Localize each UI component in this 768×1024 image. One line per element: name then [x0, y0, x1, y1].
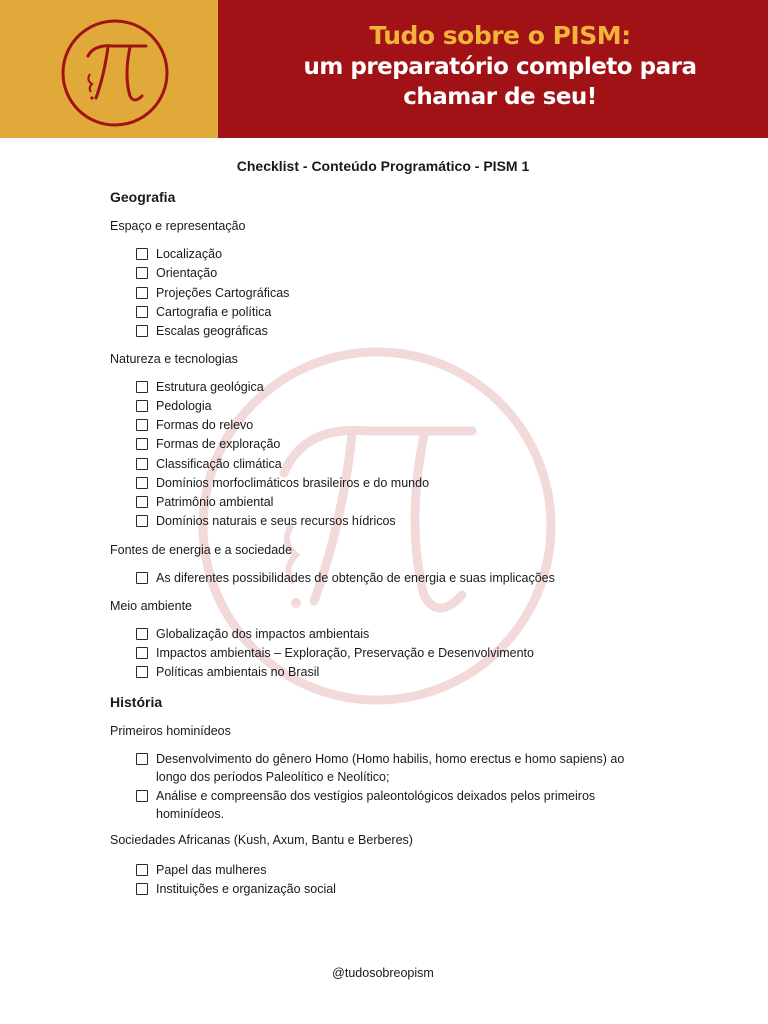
section-title-historia: História — [110, 694, 163, 710]
checkbox[interactable] — [136, 477, 148, 489]
checklist-item[interactable] — [136, 625, 656, 643]
item-label: Formas de exploração — [156, 437, 281, 451]
checkbox[interactable] — [136, 628, 148, 640]
item-label: Formas do relevo — [156, 418, 254, 432]
checklist-item[interactable] — [136, 416, 656, 434]
item-label: Domínios naturais e seus recursos hídricos — [156, 514, 396, 528]
item-label: Papel das mulheres — [156, 863, 267, 877]
checklist-item[interactable] — [136, 435, 656, 453]
banner-title-line1: Tudo sobre o PISM: — [369, 21, 631, 50]
item-label: As diferentes possibilidades de obtenção de energia e suas implicações — [156, 571, 555, 585]
checkbox[interactable] — [136, 515, 148, 527]
checklist-item[interactable] — [136, 880, 656, 898]
item-label: Análise e compreensão dos vestígios paleontológicos deixados pelos primeiros hominídeos. — [156, 789, 596, 821]
item-label: Desenvolvimento do gênero Homo (Homo habilis, homo erectus e homo sapiens) ao longo dos períodos Paleolítico e Neolítico; — [156, 752, 625, 784]
checklist-item[interactable] — [136, 303, 656, 321]
checkbox[interactable] — [136, 753, 148, 765]
item-label: Domínios morfoclimáticos brasileiros e do mundo — [156, 476, 430, 490]
checkbox[interactable] — [136, 647, 148, 659]
checklist-item[interactable] — [136, 322, 656, 340]
checklist-item[interactable] — [136, 787, 656, 823]
item-label: Pedologia — [156, 399, 212, 413]
footer-handle: @tudosobreopism — [332, 966, 434, 980]
checkbox[interactable] — [136, 883, 148, 895]
item-label: Impactos ambientais – Exploração, Preservação e Desenvolvimento — [156, 646, 534, 660]
checkbox[interactable] — [136, 267, 148, 279]
item-label: Projeções Cartográficas — [156, 286, 290, 300]
checkbox[interactable] — [136, 419, 148, 431]
item-label: Políticas ambientais no Brasil — [156, 665, 320, 679]
checkbox[interactable] — [136, 381, 148, 393]
item-label: Classificação climática — [156, 457, 282, 471]
checklist-item[interactable] — [136, 663, 656, 681]
group-title: Fontes de energia e a sociedade — [110, 543, 293, 557]
checkbox[interactable] — [136, 790, 148, 802]
checklist-item[interactable] — [136, 644, 656, 662]
checklist-item[interactable] — [136, 474, 656, 492]
group-title: Primeiros hominídeos — [110, 724, 231, 738]
group-title: Meio ambiente — [110, 599, 192, 613]
checklist-item[interactable] — [136, 861, 656, 879]
item-label: Cartografia e política — [156, 305, 272, 319]
checklist-item[interactable] — [136, 378, 656, 396]
group-title: Sociedades Africanas (Kush, Axum, Bantu e Berberes) — [110, 833, 413, 847]
checkbox[interactable] — [136, 306, 148, 318]
checklist-item[interactable] — [136, 284, 656, 302]
checklist-item[interactable] — [136, 493, 656, 511]
item-label: Escalas geográficas — [156, 324, 268, 338]
checkbox[interactable] — [136, 666, 148, 678]
item-label: Instituições e organização social — [156, 882, 336, 896]
checkbox[interactable] — [136, 458, 148, 470]
checkbox[interactable] — [136, 438, 148, 450]
checkbox[interactable] — [136, 287, 148, 299]
item-label: Globalização dos impactos ambientais — [156, 627, 370, 641]
section-title-geografia: Geografia — [110, 189, 176, 205]
item-label: Patrimônio ambiental — [156, 495, 274, 509]
checklist-item[interactable] — [136, 750, 656, 786]
checkbox[interactable] — [136, 864, 148, 876]
item-label: Orientação — [156, 266, 218, 280]
checklist-item[interactable] — [136, 569, 656, 587]
checklist-item[interactable] — [136, 512, 656, 530]
checkbox[interactable] — [136, 248, 148, 260]
group-title: Espaço e representação — [110, 219, 246, 233]
document-title: Checklist - Conteúdo Programático - PISM 1 — [236, 158, 530, 174]
checklist-item[interactable] — [136, 245, 656, 263]
banner-title-line2: um preparatório completo para — [303, 54, 697, 80]
checklist-item[interactable] — [136, 455, 656, 473]
checkbox[interactable] — [136, 572, 148, 584]
checkbox[interactable] — [136, 400, 148, 412]
checklist-item[interactable] — [136, 264, 656, 282]
group-title: Natureza e tecnologias — [110, 352, 238, 366]
checklist-item[interactable] — [136, 397, 656, 415]
banner-title-line3: chamar de seu! — [403, 84, 597, 110]
checkbox[interactable] — [136, 496, 148, 508]
item-label: Estrutura geológica — [156, 380, 264, 394]
checkbox[interactable] — [136, 325, 148, 337]
item-label: Localização — [156, 247, 223, 261]
